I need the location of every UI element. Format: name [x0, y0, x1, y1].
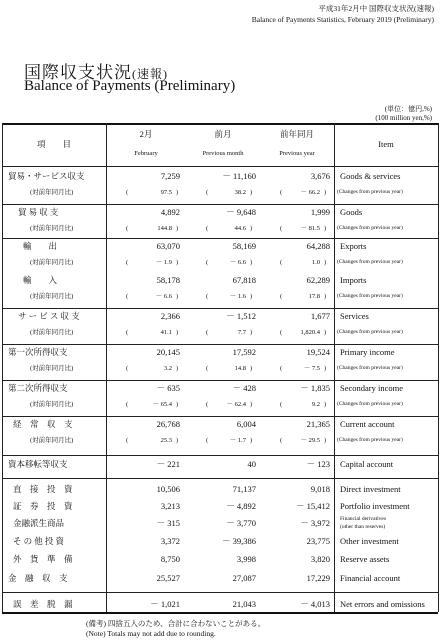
item-label-jp: 経 常 収 支: [13, 419, 73, 429]
unit-note-en: (100 million yen,%): [375, 114, 432, 122]
value-py: － 66.2: [300, 189, 320, 196]
unit-note-jp: (単位：億円,%): [384, 105, 432, 113]
value-py: － 1,835: [300, 383, 330, 393]
paren-left: (: [280, 259, 283, 266]
item-label-en: Other investment: [340, 536, 399, 546]
table-rule: [2, 592, 438, 593]
value-feb: 7,259: [160, 171, 180, 181]
value-feb: 25,527: [156, 573, 180, 583]
item-label-jp: 直 接 投 資: [13, 484, 73, 494]
col-header-item-jp: 項 目: [36, 139, 71, 149]
paren-right: ): [324, 437, 327, 444]
item-label-jp: 輸 入: [23, 275, 58, 285]
pct-row-label-jp: (対前年同月比): [30, 189, 74, 196]
value-feb: － 1,021: [150, 599, 180, 609]
value-prev: 17,592: [232, 347, 256, 357]
value-prev: － 428: [232, 383, 256, 393]
value-prev: 67,818: [232, 275, 256, 285]
item-label-jp: 貿易・サービス収支: [8, 171, 85, 181]
paren-right: ): [176, 189, 179, 196]
col-header-feb-jp: 2月: [139, 129, 153, 139]
col-header-feb-en: February: [134, 150, 158, 157]
item-label-en: Services: [340, 311, 369, 321]
table-rule: [2, 478, 438, 479]
value-feb: 3,213: [160, 501, 180, 511]
paren-left: (: [280, 293, 283, 300]
paren-right: ): [324, 329, 327, 336]
paren-left: (: [280, 225, 283, 232]
value-prev: － 9,648: [226, 207, 256, 217]
value-py: － 4,013: [300, 599, 330, 609]
value-prev: 21,043: [232, 599, 256, 609]
paren-left: (: [280, 437, 283, 444]
paren-left: (: [206, 437, 209, 444]
pct-row-label-jp: (対前年同月比): [30, 225, 74, 232]
item-label-jp: 外 貨 準 備: [13, 554, 73, 564]
value-feb: 20,145: [156, 347, 180, 357]
value-prev: 3,998: [236, 554, 256, 564]
pct-row-label-jp: (対前年同月比): [30, 293, 74, 300]
table-rule: [2, 416, 438, 417]
footnote-en: (Note) Totals may not add due to rounding.: [86, 629, 216, 638]
header-en: Balance of Payments Statistics, February 2019 (Preliminary): [251, 15, 434, 24]
paren-left: (: [206, 401, 209, 408]
value-prev: 38.2: [234, 189, 246, 196]
value-py: － 15,412: [295, 501, 330, 511]
paren-right: ): [324, 189, 327, 196]
value-py: － 7.5: [303, 365, 320, 372]
paren-right: ): [176, 329, 179, 336]
value-py: 9,018: [310, 484, 330, 494]
value-py: － 29.5: [300, 437, 320, 444]
value-feb: 25.3: [160, 437, 172, 444]
value-feb: 8,750: [160, 554, 180, 564]
item-label-jp: 資本移転等収支: [8, 459, 68, 469]
item-label-en: Goods: [340, 207, 363, 217]
item-label-en: Portfolio investment: [340, 501, 410, 511]
value-feb: － 315: [156, 518, 180, 528]
value-py: 17.8: [308, 293, 320, 300]
value-py: － 3,972: [300, 518, 330, 528]
item-label-jp: サ ー ビ ス 収 支: [18, 311, 80, 321]
pct-row-label-jp: (対前年同月比): [30, 365, 74, 372]
table-rule: [2, 166, 438, 167]
paren-left: (: [206, 293, 209, 300]
paren-left: (: [206, 225, 209, 232]
paren-left: (: [280, 189, 283, 196]
title-jp-suffix: (速報): [132, 67, 168, 81]
item-label-en: Financial derivatives: [340, 516, 386, 522]
paren-right: ): [176, 259, 179, 266]
value-feb: 41.1: [160, 329, 172, 336]
item-label-jp: 金 融 収 支: [8, 573, 68, 583]
value-feb: 58,178: [156, 275, 180, 285]
value-feb: 2,366: [160, 311, 180, 321]
header-jp: 平成31年2月中 国際収支状況(速報): [318, 4, 434, 13]
value-py: 9.2: [311, 401, 320, 408]
value-prev: － 62.4: [226, 401, 246, 408]
value-prev: － 1.7: [229, 437, 246, 444]
value-py: － 123: [306, 459, 330, 469]
value-feb: 97.5: [160, 189, 172, 196]
item-label-jp: 第二次所得収支: [8, 383, 68, 393]
paren-left: (: [126, 189, 129, 196]
value-prev: － 3,770: [226, 518, 256, 528]
table-rule: [2, 204, 438, 205]
col-header-py-en: Previous year: [279, 150, 315, 157]
item-label-en: Direct investment: [340, 484, 401, 494]
paren-right: ): [176, 225, 179, 232]
value-prev: － 39,386: [221, 536, 256, 546]
paren-right: ): [324, 365, 327, 372]
paren-right: ): [250, 437, 253, 444]
value-prev: 71,137: [232, 484, 256, 494]
col-header-item-en: Item: [378, 139, 394, 149]
paren-right: ): [250, 225, 253, 232]
item-label-jp: 誤 差 脱 漏: [13, 599, 73, 609]
value-feb: － 65.4: [152, 401, 172, 408]
value-prev: 27,087: [232, 573, 256, 583]
value-py: 3,676: [310, 171, 330, 181]
paren-right: ): [176, 365, 179, 372]
paren-left: (: [126, 225, 129, 232]
table-rule: [438, 123, 439, 612]
item-label-en: Financial account: [340, 573, 401, 583]
table-rule: [2, 344, 438, 345]
paren-right: ): [176, 293, 179, 300]
value-py: 1,999: [310, 207, 330, 217]
item-label-jp: 金融派生商品: [13, 518, 65, 528]
pct-row-label-jp: (対前年同月比): [30, 437, 74, 444]
footnote-jp: (備考) 四捨五入のため、合計に合わないことがある。: [86, 619, 266, 628]
paren-left: (: [280, 365, 283, 372]
value-py: 19,524: [306, 347, 330, 357]
value-py: 64,288: [306, 241, 330, 251]
paren-left: (: [126, 437, 129, 444]
table-rule: [2, 455, 438, 456]
table-rule: [2, 308, 438, 309]
paren-left: (: [126, 259, 129, 266]
item-label-en: Reserve assets: [340, 554, 390, 564]
table-rule: [2, 123, 438, 125]
item-label-en: Capital account: [340, 459, 394, 469]
value-prev: 14.8: [234, 365, 246, 372]
value-prev: － 6.6: [229, 259, 246, 266]
paren-right: ): [250, 365, 253, 372]
value-feb: 144.8: [157, 225, 172, 232]
item-label-jp: 輸 出: [23, 241, 58, 251]
paren-left: (: [206, 189, 209, 196]
paren-left: (: [206, 329, 209, 336]
table-rule: [106, 123, 107, 612]
paren-right: ): [250, 401, 253, 408]
value-py: 23,775: [306, 536, 330, 546]
paren-left: (: [280, 401, 283, 408]
value-py: 21,365: [306, 419, 330, 429]
item-label-jp: 貿 易 収 支: [18, 207, 59, 217]
value-prev: 6,004: [236, 419, 256, 429]
item-label-en: (Changes from previous year): [337, 365, 403, 371]
value-py: 17,229: [306, 573, 330, 583]
item-label-en: Primary income: [340, 347, 395, 357]
paren-left: (: [206, 365, 209, 372]
value-feb: 26,768: [156, 419, 180, 429]
paren-left: (: [126, 329, 129, 336]
value-prev: － 11,160: [222, 171, 256, 181]
value-prev: 58,169: [232, 241, 256, 251]
value-py: 3,820: [310, 554, 330, 564]
item-label-en: (Changes from previous year): [337, 259, 403, 265]
table-rule: [334, 123, 335, 612]
item-label-jp: 第一次所得収支: [8, 347, 68, 357]
value-feb: 63,070: [156, 241, 180, 251]
item-label-en: (Changes from previous year): [337, 401, 403, 407]
paren-right: ): [250, 329, 253, 336]
value-feb: － 1.9: [155, 259, 172, 266]
paren-right: ): [324, 401, 327, 408]
value-feb: － 6.6: [155, 293, 172, 300]
item-label-en: Goods & services: [340, 171, 401, 181]
table-rule: [2, 123, 3, 612]
title-jp-main: 国際収支状況: [24, 63, 132, 82]
item-label-en-sub: (other than reserves): [340, 524, 386, 530]
value-prev: 40: [247, 459, 256, 469]
paren-right: ): [176, 401, 179, 408]
item-label-en: Net errors and omissions: [340, 599, 425, 609]
paren-right: ): [324, 293, 327, 300]
table-rule: [2, 380, 438, 381]
value-py: 62,289: [306, 275, 330, 285]
value-py: 1,677: [310, 311, 330, 321]
value-feb: 3,372: [160, 536, 180, 546]
page-title-en: Balance of Payments (Preliminary): [24, 78, 236, 94]
value-py: 1.0: [311, 259, 320, 266]
value-feb: 4,892: [160, 207, 180, 217]
item-label-en: Exports: [340, 241, 367, 251]
pct-row-label-jp: (対前年同月比): [30, 329, 74, 336]
value-feb: － 221: [156, 459, 180, 469]
item-label-en: (Changes from previous year): [337, 225, 403, 231]
value-feb: 3.2: [163, 365, 172, 372]
col-header-prev-en: Previous month: [202, 150, 244, 157]
item-label-en: Current account: [340, 419, 395, 429]
value-prev: － 4,892: [226, 501, 256, 511]
item-label-en: Imports: [340, 275, 367, 285]
pct-row-label-jp: (対前年同月比): [30, 401, 74, 408]
value-prev: 44.6: [234, 225, 246, 232]
paren-right: ): [250, 189, 253, 196]
value-prev: － 1,512: [226, 311, 256, 321]
pct-row-label-jp: (対前年同月比): [30, 259, 74, 266]
table-rule: [2, 612, 438, 614]
paren-left: (: [126, 401, 129, 408]
table-rule: [2, 238, 438, 239]
item-label-en: (Changes from previous year): [337, 189, 403, 195]
value-prev: － 1.6: [229, 293, 246, 300]
paren-right: ): [176, 437, 179, 444]
value-feb: 10,506: [156, 484, 180, 494]
item-label-en: (Changes from previous year): [337, 329, 403, 335]
paren-right: ): [250, 293, 253, 300]
paren-left: (: [126, 365, 129, 372]
col-header-prev-jp: 前月: [214, 129, 232, 139]
item-label-jp: そ の 他 投 資: [13, 536, 65, 546]
paren-left: (: [206, 259, 209, 266]
item-label-en: (Changes from previous year): [337, 437, 403, 443]
value-py: 1,820.4: [300, 329, 320, 336]
item-label-en: Secondary income: [340, 383, 404, 393]
value-prev: 7.7: [237, 329, 246, 336]
value-py: － 81.5: [300, 225, 320, 232]
paren-right: ): [324, 225, 327, 232]
col-header-py-jp: 前年同月: [279, 129, 314, 139]
item-label-en: (Changes from previous year): [337, 293, 403, 299]
paren-right: ): [250, 259, 253, 266]
paren-left: (: [280, 329, 283, 336]
value-feb: － 635: [156, 383, 180, 393]
paren-right: ): [324, 259, 327, 266]
paren-left: (: [126, 293, 129, 300]
item-label-jp: 証 券 投 資: [13, 501, 73, 511]
